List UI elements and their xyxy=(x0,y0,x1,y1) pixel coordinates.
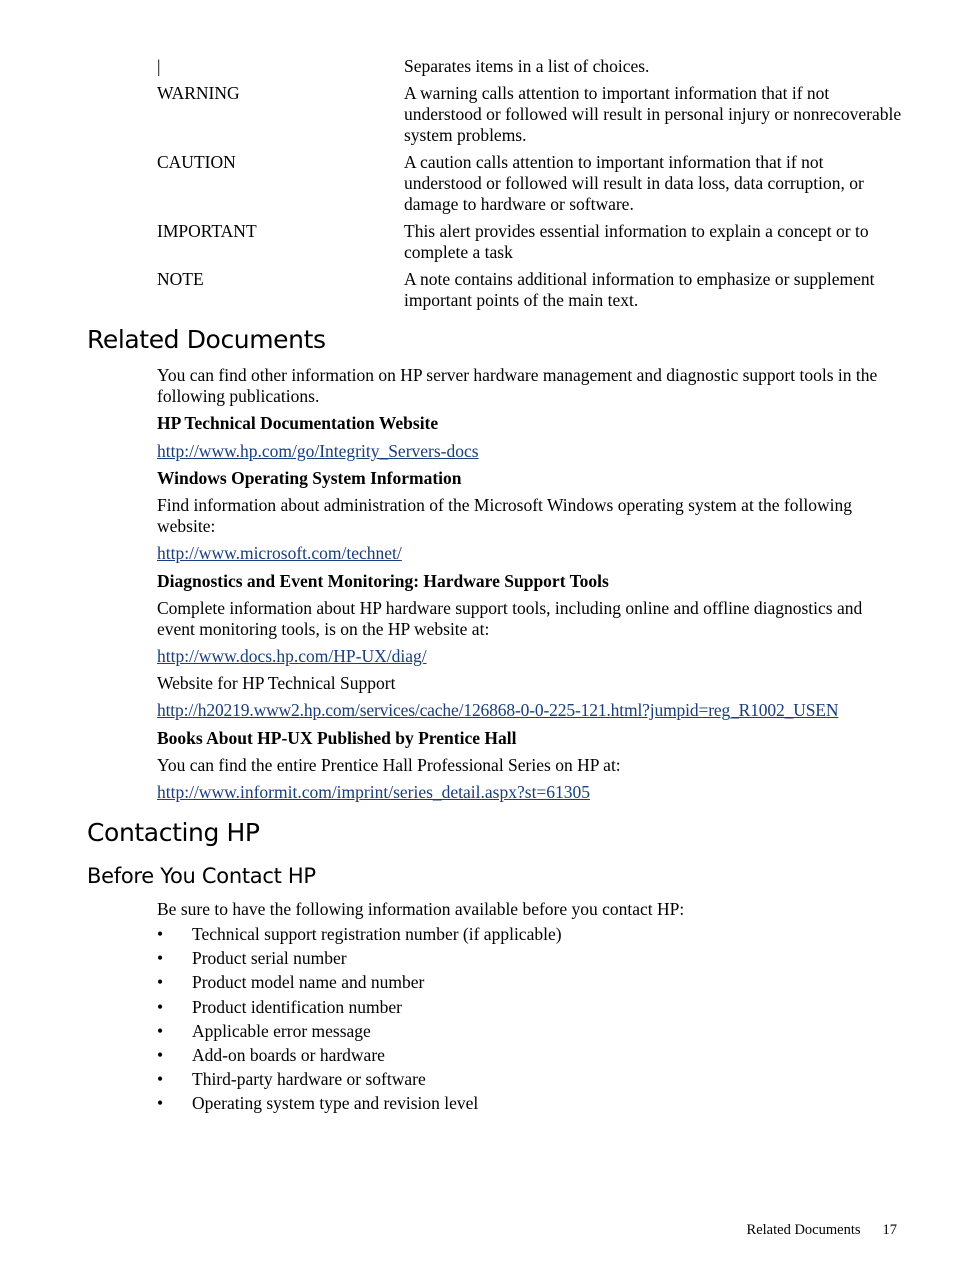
conventions-term: CAUTION xyxy=(157,152,236,172)
conventions-table xyxy=(157,56,902,317)
conventions-description: A warning calls attention to important information that if not understood or followed will result in personal injury or nonrecoverable system problems. xyxy=(404,83,902,145)
diagnostics-text: Complete information about HP hardware support tools, including online and offline diagnostics and event monitoring tools, is on the HP website at: xyxy=(157,598,863,639)
bullet-icon: • xyxy=(157,1093,164,1114)
support-text: Website for HP Technical Support xyxy=(157,673,396,693)
list-item: • Technical support registration number (if applicable) xyxy=(157,922,562,946)
conventions-term: IMPORTANT xyxy=(157,221,257,241)
informit-link[interactable]: http://www.informit.com/imprint/series_detail.aspx?st=61305 xyxy=(157,782,591,802)
contact-info-list xyxy=(157,922,562,1116)
list-item: • Operating system type and revision level xyxy=(157,1091,562,1115)
list-item: • Product identification number xyxy=(157,995,562,1019)
contacting-hp-heading: Contacting HP xyxy=(87,818,260,847)
list-item: • Add-on boards or hardware xyxy=(157,1043,562,1067)
conventions-row xyxy=(157,152,902,215)
bullet-icon: • xyxy=(157,924,164,944)
diagnostics-link[interactable]: http://www.docs.hp.com/HP-UX/diag/ xyxy=(157,646,427,666)
bullet-icon: • xyxy=(157,1069,164,1090)
bullet-icon: • xyxy=(157,1045,164,1066)
before-you-contact-heading: Before You Contact HP xyxy=(87,864,316,888)
list-item: • Product model name and number xyxy=(157,970,562,994)
conventions-description: A caution calls attention to important information that if not understood or followed will result in data loss, data corruption, or damage to hardware or software. xyxy=(404,152,864,214)
bullet-icon: • xyxy=(157,996,164,1017)
related-documents-heading: Related Documents xyxy=(87,325,326,354)
windows-title: Windows Operating System Information xyxy=(157,468,462,488)
conventions-term: WARNING xyxy=(157,83,240,103)
hp-docs-title: HP Technical Documentation Website xyxy=(157,413,439,433)
support-link[interactable]: http://h20219.www2.hp.com/services/cache/126868-0-0-225-121.html?jumpid=reg_R1002_USEN xyxy=(157,700,839,720)
conventions-row xyxy=(157,221,902,263)
hp-docs-link[interactable]: http://www.hp.com/go/Integrity_Servers-docs xyxy=(157,441,479,461)
conventions-term: NOTE xyxy=(157,269,204,289)
conventions-term: | xyxy=(157,56,161,76)
conventions-description: A note contains additional information to emphasize or supplement important points of the main text. xyxy=(404,269,875,310)
conventions-row xyxy=(157,83,902,146)
conventions-description: Separates items in a list of choices. xyxy=(404,56,650,76)
list-item: • Product serial number xyxy=(157,946,562,970)
microsoft-technet-link[interactable]: http://www.microsoft.com/technet/ xyxy=(157,543,402,563)
contact-intro: Be sure to have the following information available before you contact HP: xyxy=(157,899,685,919)
bullet-icon: • xyxy=(157,948,164,969)
bullet-icon: • xyxy=(157,1020,164,1041)
conventions-row xyxy=(157,56,902,77)
windows-text: Find information about administration of the Microsoft Windows operating system at the following website: xyxy=(157,495,852,536)
page-footer xyxy=(747,1222,897,1239)
list-item: • Applicable error message xyxy=(157,1019,562,1043)
bullet-icon: • xyxy=(157,972,164,993)
books-title: Books About HP-UX Published by Prentice Hall xyxy=(157,728,517,748)
related-intro: You can find other information on HP server hardware management and diagnostic support tools in the following publications. xyxy=(157,365,878,406)
conventions-row xyxy=(157,269,902,311)
conventions-description: This alert provides essential information to explain a concept or to complete a task xyxy=(404,221,869,262)
page-number: 17 xyxy=(882,1222,897,1238)
footer-section-title: Related Documents xyxy=(746,1222,861,1238)
books-text: You can find the entire Prentice Hall Professional Series on HP at: xyxy=(157,755,621,775)
diagnostics-title: Diagnostics and Event Monitoring: Hardware Support Tools xyxy=(157,571,609,591)
list-item: • Third-party hardware or software xyxy=(157,1067,562,1091)
